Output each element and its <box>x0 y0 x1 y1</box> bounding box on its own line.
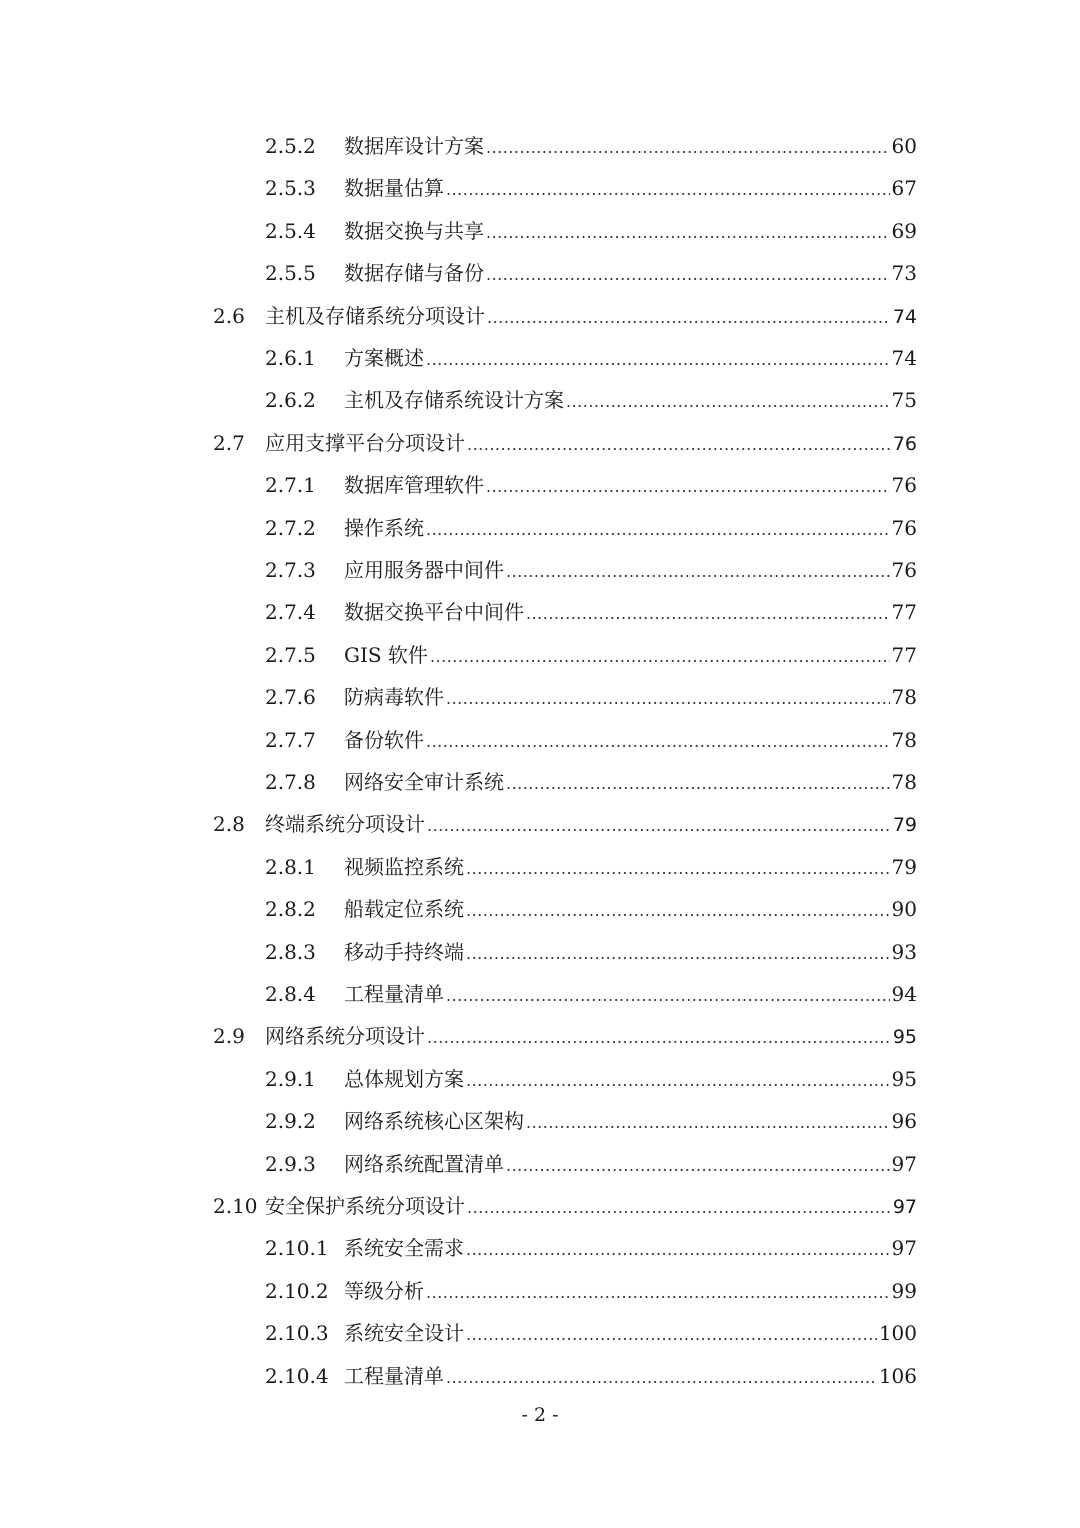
toc-entry-number: 2.6.1 <box>265 346 316 370</box>
toc-entry-title: 总体规划方案 <box>344 1066 464 1091</box>
toc-subsection-entry[interactable] <box>265 125 917 167</box>
toc-entry-number: 2.7.6 <box>265 685 316 710</box>
toc-entry-page-number: 78 <box>891 685 917 710</box>
toc-entry-number: 2.10.4 <box>265 1363 329 1388</box>
toc-entry-title: 数据交换平台中间件 <box>344 600 524 625</box>
toc-section-entry[interactable] <box>213 1015 917 1057</box>
toc-section-entry[interactable] <box>213 803 917 845</box>
toc-entry-title: 防病毒软件 <box>344 685 444 710</box>
toc-entry-number: 2.6 <box>213 303 245 328</box>
toc-subsection-entry[interactable] <box>265 591 917 633</box>
toc-entry-title: 数据交换与共享 <box>344 218 484 243</box>
toc-subsection-entry[interactable] <box>265 167 917 209</box>
toc-entry-title: 操作系统 <box>344 515 424 540</box>
toc-dot-leader <box>486 466 890 508</box>
toc-subsection-entry[interactable] <box>265 1058 917 1100</box>
toc-subsection-entry[interactable] <box>265 719 917 761</box>
toc-entry-page-number: 76 <box>891 515 917 540</box>
toc-entry-page-number: 74 <box>892 305 917 328</box>
toc-entry-page-number: 94 <box>891 982 917 1006</box>
toc-entry-title: 应用服务器中间件 <box>344 558 504 582</box>
toc-entry-title: 系统安全设计 <box>344 1321 464 1346</box>
toc-entry-title: 数据量估算 <box>344 176 444 201</box>
toc-entry-title: 视频监控系统 <box>344 854 464 879</box>
toc-entry-page-number: 69 <box>891 218 917 243</box>
toc-entry-page-number: 78 <box>891 770 917 794</box>
toc-entry-number: 2.5.5 <box>265 261 316 286</box>
toc-entry-title: 数据库管理软件 <box>344 473 484 498</box>
toc-subsection-entry[interactable] <box>265 252 917 294</box>
toc-entry-title: 移动手持终端 <box>344 939 464 964</box>
toc-dot-leader <box>446 169 890 211</box>
toc-subsection-entry[interactable] <box>265 931 917 973</box>
toc-subsection-entry[interactable] <box>265 846 917 888</box>
toc-entry-page-number: 93 <box>891 939 917 964</box>
toc-dot-leader <box>446 1357 877 1399</box>
toc-entry-number: 2.9 <box>213 1024 245 1049</box>
toc-entry-page-number: 97 <box>891 1236 917 1261</box>
toc-subsection-entry[interactable] <box>265 1100 917 1142</box>
toc-dot-leader <box>446 678 890 720</box>
toc-subsection-entry[interactable] <box>265 507 917 549</box>
toc-entry-number: 2.8 <box>213 812 245 837</box>
toc-dot-leader <box>466 1060 890 1102</box>
toc-entry-page-number: 75 <box>891 388 917 413</box>
toc-subsection-entry[interactable] <box>265 337 917 379</box>
toc-entry-title: 备份软件 <box>344 727 424 752</box>
toc-entry-number: 2.5.3 <box>265 176 316 201</box>
toc-entry-page-number: 79 <box>891 854 917 879</box>
toc-entry-page-number: 76 <box>892 432 917 455</box>
toc-entry-number: 2.8.4 <box>265 982 316 1006</box>
toc-dot-leader <box>430 636 890 678</box>
toc-section-entry[interactable] <box>213 1185 917 1227</box>
toc-entry-title: 网络系统配置清单 <box>344 1151 504 1176</box>
toc-dot-leader <box>506 551 890 593</box>
toc-entry-number: 2.8.2 <box>265 897 316 922</box>
toc-dot-leader <box>427 805 891 847</box>
toc-dot-leader <box>486 127 890 169</box>
toc-dot-leader <box>467 424 891 466</box>
toc-entry-number: 2.9.3 <box>265 1151 316 1176</box>
toc-entry-number: 2.5.4 <box>265 218 316 243</box>
toc-entry-page-number: 74 <box>891 346 917 370</box>
toc-entry-number: 2.7.1 <box>265 473 316 498</box>
toc-dot-leader <box>426 721 890 763</box>
toc-entry-number: 2.10 <box>213 1194 258 1218</box>
toc-subsection-entry[interactable] <box>265 210 917 252</box>
toc-dot-leader <box>506 1145 890 1187</box>
toc-subsection-entry[interactable] <box>265 1143 917 1185</box>
toc-dot-leader <box>466 848 890 890</box>
toc-dot-leader <box>446 975 890 1017</box>
toc-dot-leader <box>526 1102 890 1144</box>
page-footer-number: - 2 - <box>521 1404 559 1426</box>
toc-entry-page-number: 79 <box>892 814 917 837</box>
toc-dot-leader <box>467 1187 891 1229</box>
toc-entry-number: 2.7 <box>213 430 245 455</box>
toc-subsection-entry[interactable] <box>265 973 917 1015</box>
toc-entry-title: 主机及存储系统设计方案 <box>344 388 564 413</box>
toc-entry-number: 2.7.2 <box>265 515 316 540</box>
toc-entry-title: 数据存储与备份 <box>344 261 484 286</box>
toc-entry-number: 2.5.2 <box>265 134 316 158</box>
toc-entry-number: 2.10.1 <box>265 1236 329 1261</box>
toc-dot-leader <box>566 381 890 423</box>
toc-dot-leader <box>526 593 890 635</box>
toc-entry-title: 工程量清单 <box>344 982 444 1006</box>
toc-entry-number: 2.6.2 <box>265 388 316 413</box>
toc-entry-page-number: 97 <box>891 1151 917 1176</box>
toc-entry-page-number: 78 <box>891 727 917 752</box>
toc-entry-page-number: 95 <box>892 1026 917 1049</box>
toc-entry-page-number: 99 <box>891 1278 917 1303</box>
toc-entry-number: 2.9.2 <box>265 1109 316 1134</box>
toc-entry-page-number: 96 <box>891 1109 917 1134</box>
toc-subsection-entry[interactable] <box>265 379 917 421</box>
toc-subsection-entry[interactable] <box>265 464 917 506</box>
toc-entry-page-number: 76 <box>891 473 917 498</box>
toc-entry-number: 2.10.3 <box>265 1321 329 1346</box>
toc-dot-leader <box>487 297 891 339</box>
toc-entry-number: 2.10.2 <box>265 1278 329 1303</box>
toc-entry-title: 方案概述 <box>344 346 424 370</box>
toc-entry-number: 2.7.7 <box>265 727 316 752</box>
toc-entry-title: 工程量清单 <box>344 1363 444 1388</box>
toc-dot-leader <box>466 1314 877 1356</box>
toc-dot-leader <box>486 212 890 254</box>
toc-entry-title: 船载定位系统 <box>344 897 464 922</box>
toc-subsection-entry[interactable] <box>265 1227 917 1269</box>
toc-dot-leader <box>426 1272 890 1314</box>
toc-entry-page-number: 76 <box>891 558 917 582</box>
toc-dot-leader <box>426 509 890 551</box>
toc-entry-page-number: 77 <box>891 600 917 625</box>
toc-subsection-entry[interactable] <box>265 1355 917 1397</box>
toc-entry-title: 数据库设计方案 <box>344 134 484 158</box>
toc-entry-title: 网络系统分项设计 <box>265 1024 425 1049</box>
toc-entry-title: 系统安全需求 <box>344 1236 464 1261</box>
toc-entry-number: 2.7.3 <box>265 558 316 582</box>
toc-dot-leader <box>466 1229 890 1271</box>
toc-dot-leader <box>466 890 890 932</box>
toc-subsection-entry[interactable] <box>265 761 917 803</box>
toc-subsection-entry[interactable] <box>265 1270 917 1312</box>
toc-entry-title: 主机及存储系统分项设计 <box>265 303 485 328</box>
toc-dot-leader <box>466 933 890 975</box>
toc-entry-page-number: 77 <box>891 642 917 667</box>
toc-dot-leader <box>427 1017 891 1059</box>
toc-entry-number: 2.7.5 <box>265 642 316 667</box>
toc-entry-number: 2.9.1 <box>265 1066 316 1091</box>
toc-entry-title: 网络系统核心区架构 <box>344 1109 524 1134</box>
toc-entry-page-number: 90 <box>891 897 917 922</box>
toc-entry-number: 2.8.3 <box>265 939 316 964</box>
toc-entry-title: 网络安全审计系统 <box>344 770 504 794</box>
toc-dot-leader <box>426 339 890 381</box>
toc-subsection-entry[interactable] <box>265 888 917 930</box>
toc-entry-title: 终端系统分项设计 <box>265 812 425 837</box>
toc-entry-page-number: 95 <box>891 1066 917 1091</box>
toc-entry-page-number: 106 <box>878 1363 917 1388</box>
toc-entry-number: 2.7.4 <box>265 600 316 625</box>
toc-entry-title: 等级分析 <box>344 1278 424 1303</box>
toc-entry-number: 2.8.1 <box>265 854 316 879</box>
toc-dot-leader <box>486 254 890 296</box>
toc-entry-page-number: 73 <box>891 261 917 286</box>
toc-section-entry[interactable] <box>213 295 917 337</box>
toc-subsection-entry[interactable] <box>265 676 917 718</box>
toc-subsection-entry[interactable] <box>265 634 917 676</box>
toc-section-entry[interactable] <box>213 422 917 464</box>
toc-entry-title: GIS 软件 <box>344 642 428 667</box>
toc-entry-page-number: 60 <box>891 134 917 158</box>
toc-subsection-entry[interactable] <box>265 549 917 591</box>
toc-entry-title: 应用支撑平台分项设计 <box>265 430 465 455</box>
toc-entry-title: 安全保护系统分项设计 <box>265 1194 465 1218</box>
toc-entry-page-number: 67 <box>891 176 917 201</box>
toc-dot-leader <box>506 763 890 805</box>
toc-entry-page-number: 100 <box>878 1321 917 1346</box>
toc-entry-page-number: 97 <box>892 1196 917 1218</box>
toc-entry-number: 2.7.8 <box>265 770 316 794</box>
toc-subsection-entry[interactable] <box>265 1312 917 1354</box>
